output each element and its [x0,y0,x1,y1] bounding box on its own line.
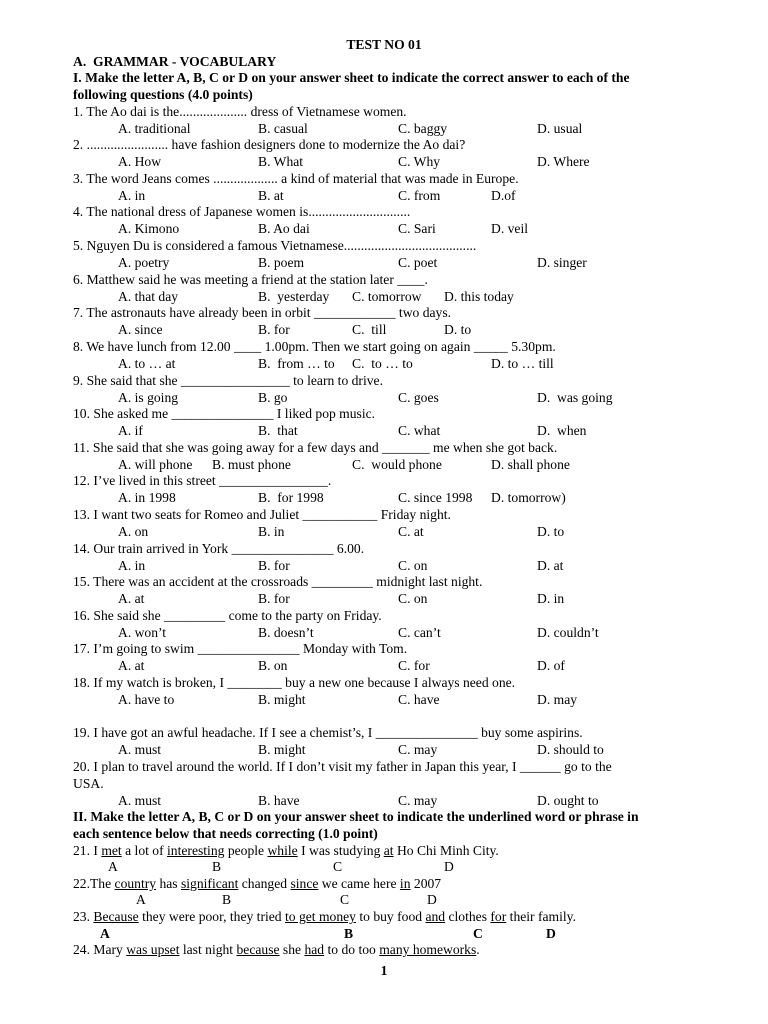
question-21 [73,842,499,859]
question-17-option-b[interactable]: B. on [258,658,288,673]
question-3-option-b[interactable]: B. at [258,188,284,203]
question-12-option-a[interactable]: A. in 1998 [118,490,176,505]
question-6-option-d[interactable]: D. this today [444,289,514,304]
question-16-option-d[interactable]: D. couldn’t [537,625,599,640]
question-6-stem: 6. Matthew said he was meeting a friend at the station later ____. [73,272,428,287]
question-5-option-d[interactable]: D. singer [537,255,587,270]
question-17-option-c[interactable]: C. for [398,658,430,673]
question-17-option-a[interactable]: A. at [118,658,145,673]
part2-instruction-line1: II. Make the letter A, B, C or D on your answer sheet to indicate the underlined word or phrase in [73,809,639,824]
question-9-option-d[interactable]: D. was going [537,390,613,405]
question-1-option-a[interactable]: A. traditional [118,121,191,136]
q21-underline-b: interesting [167,843,225,858]
question-18-option-c[interactable]: C. have [398,692,440,707]
question-8-option-b[interactable]: B. from … to [258,356,335,371]
question-20-option-d[interactable]: D. ought to [537,793,599,808]
question-12-option-b[interactable]: B. for 1998 [258,490,324,505]
question-20-option-c[interactable]: C. may [398,793,438,808]
section-heading: A. GRAMMAR - VOCABULARY [73,54,277,69]
question-11-option-d[interactable]: D. shall phone [491,457,570,472]
question-13-option-c[interactable]: C. at [398,524,424,539]
q22-text: changed [238,876,291,891]
question-4-stem: 4. The national dress of Japanese women is.............................. [73,204,411,219]
question-7-option-d[interactable]: D. to [444,322,472,337]
q22-text: has [156,876,181,891]
question-8-option-c[interactable]: C. to … to [352,356,413,371]
question-14-option-b[interactable]: B. for [258,558,290,573]
q22-letter-c: C [340,892,350,907]
question-13-option-a[interactable]: A. on [118,524,149,539]
question-16-option-b[interactable]: B. doesn’t [258,625,314,640]
question-13-option-d[interactable]: D. to [537,524,565,539]
q21-underline-a: met [101,843,122,858]
question-19-option-c[interactable]: C. may [398,742,438,757]
question-5-option-a[interactable]: A. poetry [118,255,170,270]
q23-underline-d: for [490,909,507,924]
question-23 [73,908,576,925]
q21-text: Ho Chi Minh City. [393,843,499,858]
question-16-stem: 16. She said she _________ come to the party on Friday. [73,608,382,623]
question-19-option-b[interactable]: B. might [258,742,306,757]
q22-letter-a: A [136,892,146,907]
q24-underline-a: was upset [126,942,180,957]
q23-text: they were poor, they tried [138,909,285,924]
question-20-stem-cont: USA. [73,776,104,791]
question-14-option-c[interactable]: C. on [398,558,428,573]
question-1-stem: 1. The Ao dai is the.................... dress of Vietnamese women. [73,104,407,119]
question-19-option-a[interactable]: A. must [118,742,162,757]
question-11-option-a[interactable]: A. will phone [118,457,193,472]
part1-instruction-line2: following questions (4.0 points) [73,87,253,102]
q24-text: 24. Mary [73,942,127,957]
question-16-option-c[interactable]: C. can’t [398,625,441,640]
q21-underline-d: at [383,843,394,858]
question-3-option-c[interactable]: C. from [398,188,441,203]
question-10-option-b[interactable]: B. that [258,423,298,438]
q24-underline-d: many homeworks [379,942,477,957]
question-15-option-d[interactable]: D. in [537,591,565,606]
question-6-option-c[interactable]: C. tomorrow [352,289,422,304]
question-14-stem: 14. Our train arrived in York _______________ 6.00. [73,541,365,556]
question-22 [73,875,441,892]
q23-letter-d: D [546,926,556,941]
question-17-stem: 17. I’m going to swim _______________ Monday with Tom. [73,641,408,656]
question-9-option-c[interactable]: C. goes [398,390,439,405]
question-4-option-a[interactable]: A. Kimono [118,221,180,236]
question-5-option-b[interactable]: B. poem [258,255,305,270]
question-15-option-c[interactable]: C. on [398,591,428,606]
question-9-stem: 9. She said that she ________________ to learn to drive. [73,373,383,388]
q23-text: 23. [73,909,94,924]
question-1-option-b[interactable]: B. casual [258,121,308,136]
question-19-stem: 19. I have got an awful headache. If I see a chemist’s, I _______________ buy some aspirins. [73,725,583,740]
question-18-option-a[interactable]: A. have to [118,692,175,707]
question-17-option-d[interactable]: D. of [537,658,565,673]
q21-underline-c: while [267,843,298,858]
question-2-option-b[interactable]: B. What [258,154,304,169]
question-20-stem: 20. I plan to travel around the world. If I don’t visit my father in Japan this year, I ______ go to the [73,759,612,774]
q23-underline-a: Because [93,909,139,924]
q23-letter-a: A [100,926,110,941]
question-14-option-d[interactable]: D. at [537,558,564,573]
q22-underline-c: since [290,876,319,891]
q23-underline-b: to get money [284,909,356,924]
q21-letter-c: C [333,859,343,874]
question-20-option-b[interactable]: B. have [258,793,300,808]
q21-text: 21. I [73,843,102,858]
q21-text: people [224,843,268,858]
question-18-option-b[interactable]: B. might [258,692,306,707]
part1-instruction-line1: I. Make the letter A, B, C or D on your answer sheet to indicate the correct answer to each of the [73,70,630,85]
q22-text: 2007 [410,876,442,891]
q23-underline-c: and [425,909,446,924]
q23-text: their family. [506,909,576,924]
question-7-option-c[interactable]: C. till [352,322,387,337]
q22-underline-b: significant [180,876,239,891]
question-15-option-a[interactable]: A. at [118,591,145,606]
q21-letter-a: A [108,859,118,874]
question-2-stem: 2. ........................ have fashion designers done to modernize the Ao dai? [73,137,466,152]
q24-underline-c: had [304,942,325,957]
q24-text: . [476,942,480,957]
question-18-stem: 18. If my watch is broken, I ________ buy a new one because I always need one. [73,675,516,690]
question-2-option-c[interactable]: C. Why [398,154,441,169]
question-10-option-a[interactable]: A. if [118,423,143,438]
question-7-option-a[interactable]: A. since [118,322,163,337]
question-4-option-d[interactable]: D. veil [491,221,528,236]
q22-text: 22.The [73,876,115,891]
q21-text: a lot of [121,843,168,858]
question-12-option-c[interactable]: C. since 1998 [398,490,473,505]
question-9-option-b[interactable]: B. go [258,390,288,405]
question-10-option-d[interactable]: D. when [537,423,587,438]
q23-letter-c: C [473,926,483,941]
question-10-option-c[interactable]: C. what [398,423,441,438]
question-7-stem: 7. The astronauts have already been in orbit ____________ two days. [73,305,452,320]
question-1-option-d[interactable]: D. usual [537,121,583,136]
question-16-option-a[interactable]: A. won’t [118,625,167,640]
q24-underline-b: because [236,942,280,957]
q22-text: we came here [318,876,400,891]
question-3-stem: 3. The word Jeans comes ................... a kind of material that was made in Europe. [73,171,519,186]
question-2-option-d[interactable]: D. Where [537,154,590,169]
question-6-option-a[interactable]: A. that day [118,289,179,304]
question-4-option-b[interactable]: B. Ao dai [258,221,310,236]
question-11-option-b[interactable]: B. must phone [212,457,291,472]
question-7-option-b[interactable]: B. for [258,322,290,337]
q23-text: clothes [445,909,491,924]
q22-letter-b: B [222,892,232,907]
question-11-option-c[interactable]: C. would phone [352,457,442,472]
q21-letter-b: B [212,859,222,874]
q24-text: to do too [324,942,380,957]
q23-text: to buy food [355,909,426,924]
q22-underline-a: country [114,876,157,891]
question-14-option-a[interactable]: A. in [118,558,146,573]
question-13-stem: 13. I want two seats for Romeo and Juliet ___________ Friday night. [73,507,451,522]
question-3-option-a[interactable]: A. in [118,188,146,203]
question-20-option-a[interactable]: A. must [118,793,162,808]
q21-letter-d: D [444,859,454,874]
question-13-option-b[interactable]: B. in [258,524,285,539]
question-1-option-c[interactable]: C. baggy [398,121,448,136]
question-9-option-a[interactable]: A. is going [118,390,179,405]
question-6-option-b[interactable]: B. yesterday [258,289,330,304]
question-5-stem: 5. Nguyen Du is considered a famous Vietnamese....................................... [73,238,477,253]
question-11-stem: 11. She said that she was going away for a few days and _______ me when she got back. [73,440,558,455]
q21-text: I was studying [297,843,384,858]
question-10-stem: 10. She asked me _______________ I liked pop music. [73,406,376,421]
question-8-stem: 8. We have lunch from 12.00 ____ 1.00pm. Then we start going on again _____ 5.30pm. [73,339,556,354]
question-12-option-d[interactable]: D. tomorrow) [491,490,566,505]
question-24 [73,941,480,958]
question-15-option-b[interactable]: B. for [258,591,290,606]
q24-text: she [279,942,305,957]
question-15-stem: 15. There was an accident at the crossroads _________ midnight last night. [73,574,483,589]
q22-underline-d: in [399,876,411,891]
question-19-option-d[interactable]: D. should to [537,742,604,757]
question-4-option-c[interactable]: C. Sari [398,221,436,236]
question-3-option-d[interactable]: D.of [491,188,516,203]
question-5-option-c[interactable]: C. poet [398,255,438,270]
question-12-stem: 12. I’ve lived in this street ________________. [73,473,332,488]
page-number: 1 [380,963,388,978]
q24-text: last night [179,942,237,957]
q23-letter-b: B [344,926,354,941]
question-8-option-a[interactable]: A. to … at [118,356,176,371]
question-18-option-d[interactable]: D. may [537,692,578,707]
question-8-option-d[interactable]: D. to … till [491,356,554,371]
test-title: TEST NO 01 [346,37,422,52]
question-2-option-a[interactable]: A. How [118,154,162,169]
part2-instruction-line2: each sentence below that needs correcting (1.0 point) [73,826,378,841]
q22-letter-d: D [427,892,437,907]
